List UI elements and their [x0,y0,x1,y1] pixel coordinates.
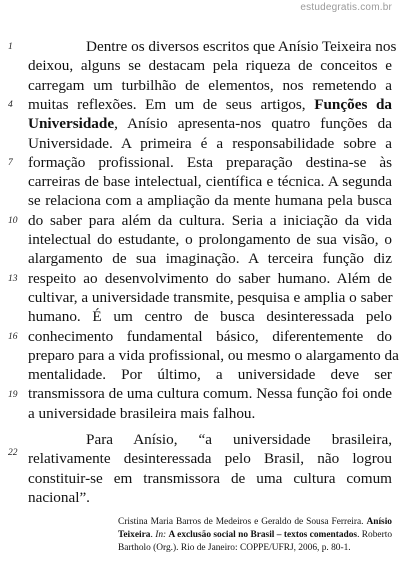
text-line: transmissora de uma cultura comum. Nessa função foi onde [28,385,392,403]
text-fragment: , Anísio apresenta-nos quatro funções da [114,115,392,133]
site-watermark: estudegratis.com.br [300,2,392,13]
reference-book-title: A exclusão social no Brasil – textos comentados [168,530,358,541]
text-line: relativamente desinteressada pelo Brasil, não logrou [28,450,392,468]
text-line: deixou, alguns se destacam pela riqueza de conceitos e [28,57,392,75]
text-fragment: muitas reflexões. Em um de seus artigos, [28,95,306,113]
text-line: do saber para além da cultura. Seria a iniciação da vida [28,211,392,229]
line-number: 1 [8,42,13,52]
text-line [28,114,392,133]
line-number: 22 [8,448,18,458]
text-line: preparo para a vida profissional, ou mesmo o alargamento da [28,346,399,364]
text-line: nacional”. [28,488,90,506]
text-line: Dentre os diversos escritos que Anísio Teixeira nos [86,38,397,55]
source-reference [118,516,392,556]
text-line: respeito ao desenvolvimento do saber humano. Além de [28,269,392,287]
line-number: 13 [8,274,18,284]
reference-author-bold: Anísio Teixeira [118,517,392,541]
line-number: 16 [8,332,18,342]
text-line: carreiras de base intelectual, científica e técnica. A segunda [28,173,392,191]
text-line: mentalidade. Por último, a universidade deve ser [28,366,392,384]
text-line: formação profissional. Esta preparação destina-se às [28,153,392,171]
text-line: constituir-se em transmissora de uma cultura comum [28,469,392,487]
text-line: conhecimento fundamental básico, diferentemente do [28,327,392,345]
text-line: carregam um turbilhão de elementos, nos remetendo a [28,76,392,94]
line-number: 19 [8,390,18,400]
text-line: alargamento de sua imaginação. A terceira função diz [28,250,392,268]
reference-line: Cristina Maria Barros de Medeiros e Geraldo de Sousa Ferreira. Anísio Teixeira. In: A exclusão social no Brasil – textos comentados. Roberto Bartholo (Org.). Rio de Janeiro: COPPE/UFRJ, 2006, p. 80-1. [118,517,393,554]
article-title-bold: Universidade [28,115,115,133]
text-line: Para Anísio, “a universidade brasileira, [86,431,392,448]
text-line [28,95,392,114]
text-line: a universidade brasileira mais falhou. [28,404,256,422]
text-line: se relaciona com a ampliação da mente humana pela busca [28,192,392,210]
line-number: 7 [8,158,13,168]
reference-in-label: In: [155,530,167,541]
text-line: humano. É um centro de busca desinteressada pelo [28,308,392,326]
text-line: Universidade. A primeira é a responsabilidade sobre a [28,134,392,152]
line-number: 4 [8,100,13,110]
article-title-bold: Funções da [314,95,392,113]
text-line: intelectual do estudante, o prolongamento de sua visão, o [28,231,392,248]
text-line: cultivar, a universidade transmite, pesquisa e amplia o saber [28,288,393,306]
line-number: 10 [8,216,18,226]
